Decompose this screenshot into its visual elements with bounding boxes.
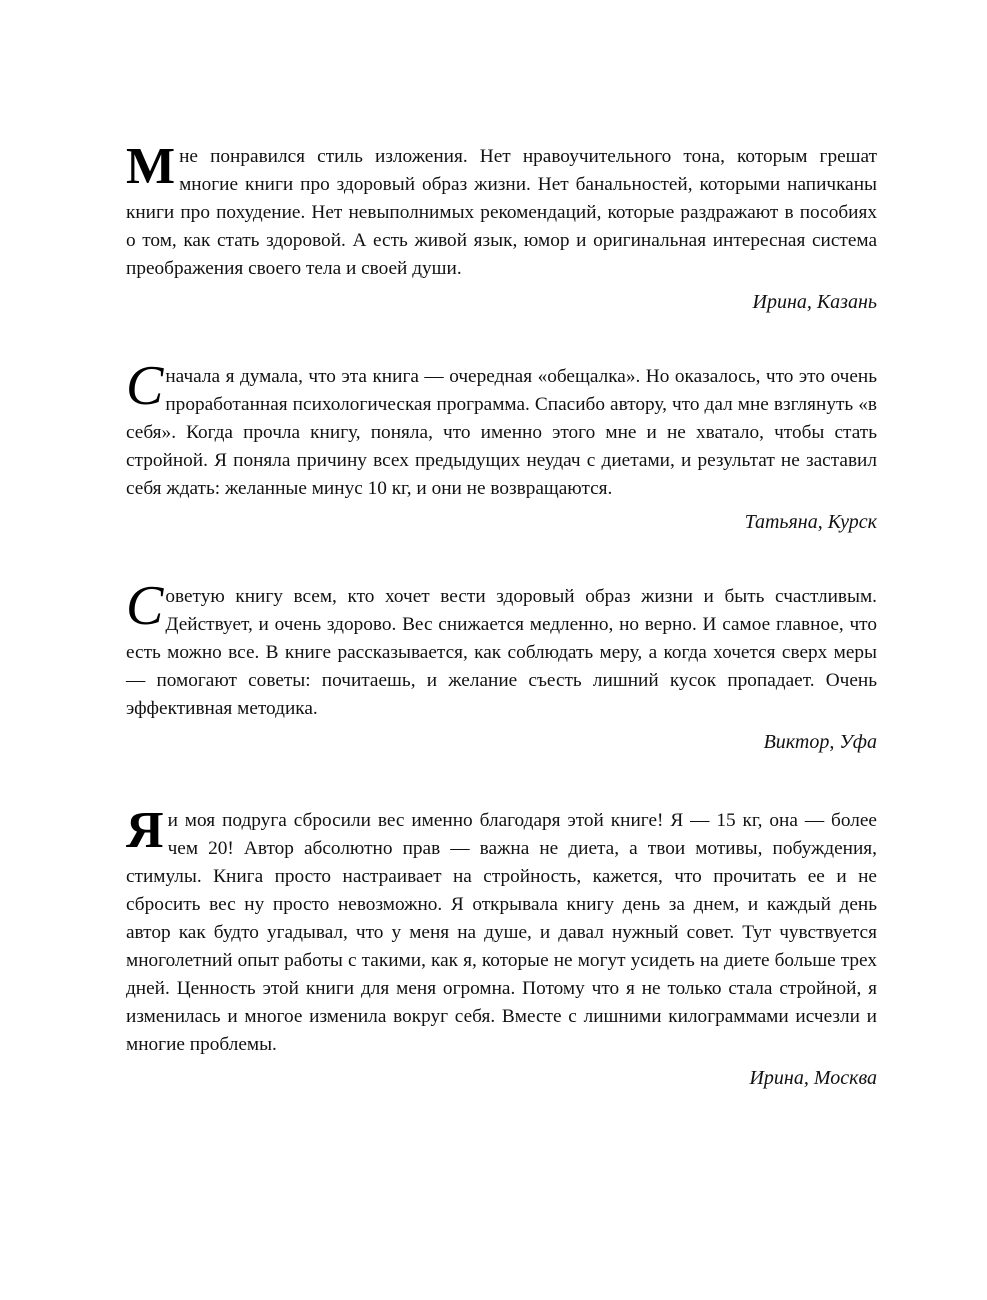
drop-cap-letter: Я bbox=[126, 802, 164, 859]
review-block bbox=[126, 802, 877, 1059]
review-signature: Татьяна, Курск bbox=[744, 511, 877, 533]
review-block bbox=[126, 138, 877, 283]
reviews-column bbox=[126, 138, 877, 1093]
review-signature: Ирина, Москва bbox=[749, 1067, 877, 1089]
paragraph-spacer bbox=[126, 317, 877, 363]
review-block bbox=[126, 355, 877, 503]
review-signature: Виктор, Уфа bbox=[763, 731, 877, 753]
review-block bbox=[126, 575, 877, 723]
paragraph-spacer bbox=[126, 537, 877, 583]
review-body-text: начала я думала, что эта книга — очередная «обещалка». Но оказалось, что это очень проработанная психологическая программа. Спасибо автору, что дал мне взглянуть «в себя». Когда прочла книгу, поняла, что именно этого мне и не хватало, чтобы стать стройной. Я поняла причину всех предыдущих неудач с диетами, и результат не заставил себя ждать: желанные минус 10 кг, и они не возвращаются. bbox=[126, 366, 877, 499]
review-signature: Ирина, Казань bbox=[752, 291, 877, 313]
drop-cap-letter: С bbox=[126, 575, 164, 637]
drop-cap-letter: М bbox=[126, 138, 176, 195]
review-body-text: оветую книгу всем, кто хочет вести здоровый образ жизни и быть счастливым. Действует, и очень здорово. Вес снижается медленно, но верно. И самое главное, что есть можно все. В книге рассказывается, как соблюдать меру, а когда хочется сверх меры — помогают советы: почитаешь, и желание съесть лишний кусок пропадает. Очень эффективная методика. bbox=[126, 586, 877, 719]
drop-cap-letter: С bbox=[126, 355, 164, 417]
review-body-text: и моя подруга сбросили вес именно благодаря этой книге! Я — 15 кг, она — более чем 20! Автор абсолютно прав — важна не диета, а твои мотивы, побуждения, стимулы. Книга просто настраивает на стройность, кажется, что прочитать ее и не сбросить вес ну просто невозможно. Я открывала книгу день за днем, и каждый день автор как будто угадывал, что у меня на душе, и давал нужный совет. Тут чувствуется многолетний опыт работы с такими, как я, которые не могут усидеть на диете больше трех дней. Ценность этой книги для меня огромна. Потому что я не только стала стройной, я изменилась и многое изменила вокруг себя. Вместе с лишними килограммами исчезли и многие проблемы. bbox=[126, 810, 877, 1055]
paragraph-spacer bbox=[126, 757, 877, 807]
review-body-text: не понравился стиль изложения. Нет нравоучительного тона, которым грешат многие книги про здоровый образ жизни. Нет банальностей, которыми напичканы книги про похудение. Нет невыполнимых рекомендаций, которые раздражают в пособиях о том, как стать здоровой. А есть живой язык, юмор и оригинальная интересная система преображения своего тела и своей души. bbox=[126, 146, 877, 279]
